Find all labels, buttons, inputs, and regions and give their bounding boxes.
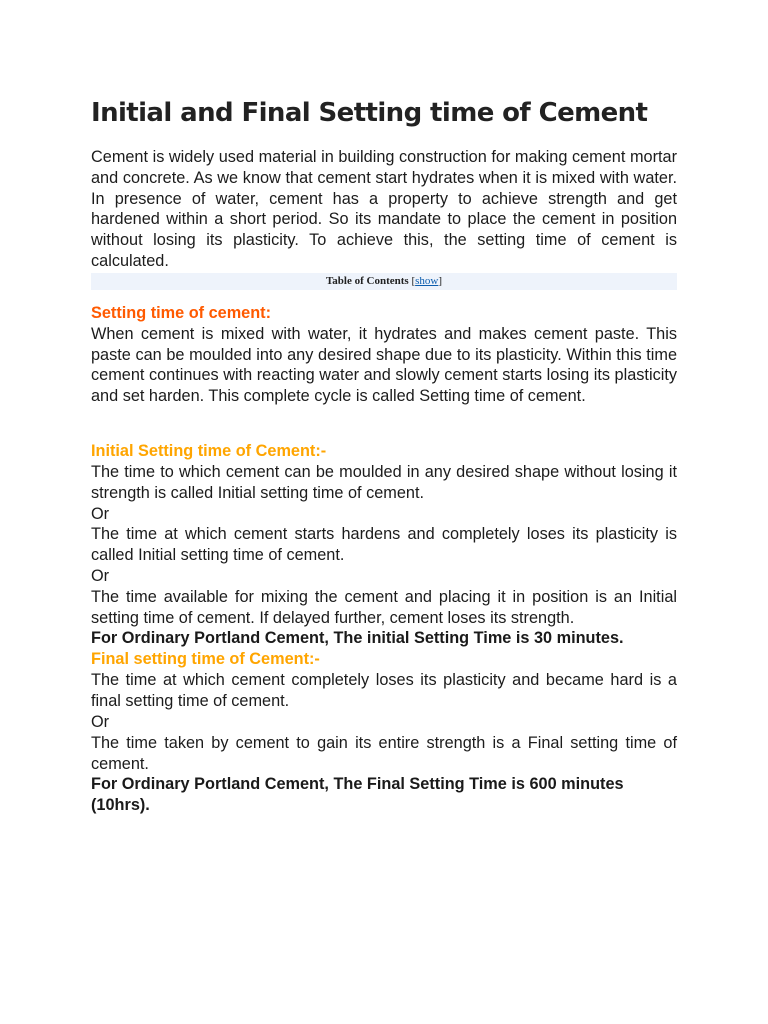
initial-or-2: Or: [91, 566, 110, 585]
document-page: [91, 96, 677, 816]
toc-close-bracket: ]: [438, 274, 443, 287]
final-setting-heading: Final setting time of Cement:-: [91, 650, 320, 669]
section-spacer: [91, 407, 677, 441]
toc-show-link[interactable]: show: [415, 274, 439, 287]
final-definition-2: The time taken by cement to gain its entire strength is a Final setting time of cement.: [91, 733, 677, 773]
initial-setting-heading: Initial Setting time of Cement:-: [91, 441, 327, 460]
toc-open-bracket: [: [411, 274, 416, 287]
initial-definition-2: The time at which cement starts hardens and completely loses its plasticity is called Initial setting time of cement.: [91, 525, 677, 565]
initial-setting-note: For Ordinary Portland Cement, The initial Setting Time is 30 minutes.: [91, 629, 624, 648]
initial-definition-3: The time available for mixing the cement and placing it in position is an Initial setting time of cement. If delayed further, cement loses its strength.: [91, 587, 677, 627]
toc-title: Table of Contents: [325, 274, 409, 287]
final-definition-1: The time at which cement completely loses its plasticity and became hard is a final setting time of cement.: [91, 671, 677, 711]
initial-or-1: Or: [91, 504, 110, 523]
page-title: Initial and Final Setting time of Cement: [91, 98, 648, 128]
final-setting-note: For Ordinary Portland Cement, The Final Setting Time is 600 minutes (10hrs).: [91, 775, 624, 815]
setting-time-paragraph: When cement is mixed with water, it hydrates and makes cement paste. This paste can be moulded into any desired shape due to its plasticity. Within this time cement continues with reacting water and slowly cement starts losing its plasticity and set harden. This complete cycle is called Setting time of cement.: [91, 324, 677, 406]
setting-time-heading: Setting time of cement:: [91, 303, 272, 322]
final-or-1: Or: [91, 712, 110, 731]
initial-definition-1: The time to which cement can be moulded in any desired shape without losing it strength is called Initial setting time of cement.: [91, 462, 677, 502]
intro-paragraph: Cement is widely used material in building construction for making cement mortar and concrete. As we know that cement start hydrates when it is mixed with water. In presence of water, cement has a property to achieve strength and get hardened within a short period. So its mandate to place the cement in position without losing its plasticity. To achieve this, the setting time of cement is calculated.: [91, 148, 677, 270]
table-of-contents-bar: [91, 273, 677, 290]
